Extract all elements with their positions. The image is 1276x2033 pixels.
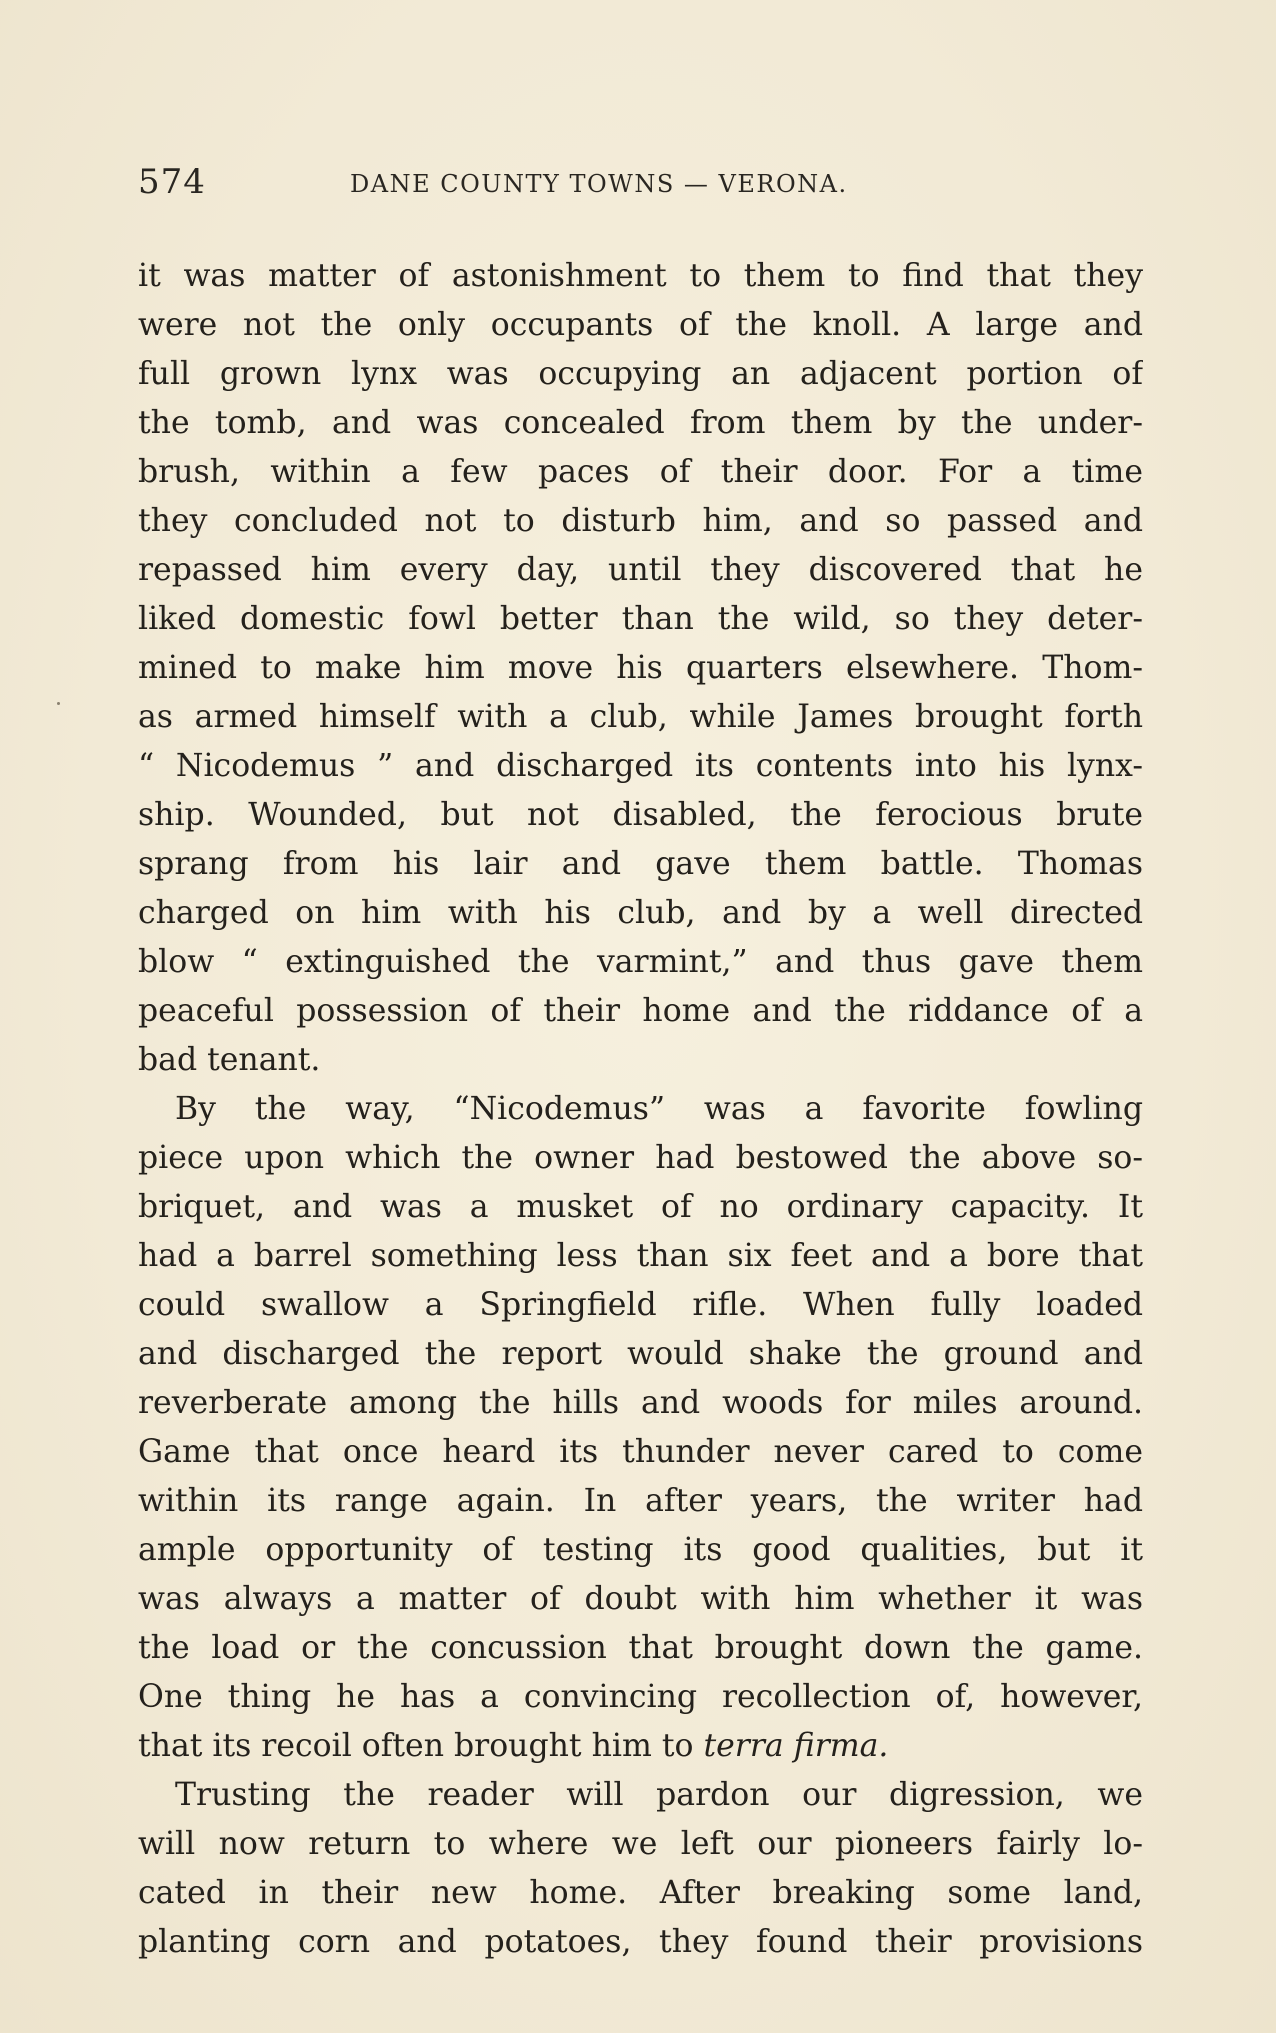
text-line: brush, within a few paces of their door. For a time [138, 454, 1143, 490]
body-text [138, 252, 1143, 1967]
text-line: as armed himself with a club, while James brought forth [138, 699, 1143, 735]
page-number: 574 [138, 162, 206, 202]
page-header [138, 162, 1143, 208]
text-line: mined to make him move his quarters elsewhere. Thom- [138, 650, 1143, 686]
text-line: will now return to where we left our pioneers fairly lo- [138, 1826, 1143, 1862]
text-line: cated in their new home. After breaking some land, [138, 1875, 1143, 1911]
text-segment: that its recoil often brought him to [138, 1728, 704, 1764]
text-line: the load or the concussion that brought down the game. [138, 1630, 1143, 1666]
text-line: Game that once heard its thunder never cared to come [138, 1434, 1143, 1470]
text-line: bad tenant. [138, 1042, 321, 1078]
text-line: could swallow a Springfield rifle. When fully loaded [138, 1287, 1143, 1323]
text-line: By the way, “Nicodemus” was a favorite fowling [175, 1091, 1143, 1127]
text-line: briquet, and was a musket of no ordinary capacity. It [138, 1189, 1143, 1225]
italic-phrase: terra firma. [703, 1728, 889, 1764]
text-line: piece upon which the owner had bestowed the above so- [138, 1140, 1143, 1176]
text-line: had a barrel something less than six feet and a bore that [138, 1238, 1143, 1274]
text-line: charged on him with his club, and by a well directed [138, 895, 1143, 931]
text-line: blow “ extinguished the varmint,” and thus gave them [138, 944, 1143, 980]
text-line: repassed him every day, until they discovered that he [138, 552, 1143, 588]
text-line: were not the only occupants of the knoll. A large and [138, 307, 1143, 343]
text-line: One thing he has a convincing recollection of, however, [138, 1679, 1143, 1715]
text-line: Trusting the reader will pardon our digression, we [175, 1777, 1143, 1813]
margin-speck [57, 702, 60, 705]
text-line: it was matter of astonishment to them to find that they [138, 258, 1143, 294]
text-line: sprang from his lair and gave them battle. Thomas [138, 846, 1143, 882]
text-line: ship. Wounded, but not disabled, the ferocious brute [138, 797, 1143, 833]
text-line: “ Nicodemus ” and discharged its contents into his lynx- [138, 748, 1143, 784]
running-head: DANE COUNTY TOWNS — VERONA. [350, 170, 848, 198]
text-line: within its range again. In after years, the writer had [138, 1483, 1143, 1519]
text-line: the tomb, and was concealed from them by the under- [138, 405, 1143, 441]
text-line: full grown lynx was occupying an adjacent portion of [138, 356, 1143, 392]
text-line: and discharged the report would shake the ground and [138, 1336, 1143, 1372]
text-line: planting corn and potatoes, they found their provisions [138, 1924, 1143, 1960]
text-line [138, 1722, 1143, 1771]
text-line: ample opportunity of testing its good qualities, but it [138, 1532, 1143, 1568]
text-line: peaceful possession of their home and the riddance of a [138, 993, 1143, 1029]
text-line: they concluded not to disturb him, and so passed and [138, 503, 1143, 539]
text-line: reverberate among the hills and woods for miles around. [138, 1385, 1143, 1421]
text-line: was always a matter of doubt with him whether it was [138, 1581, 1143, 1617]
text-line: liked domestic fowl better than the wild, so they deter- [138, 601, 1143, 637]
